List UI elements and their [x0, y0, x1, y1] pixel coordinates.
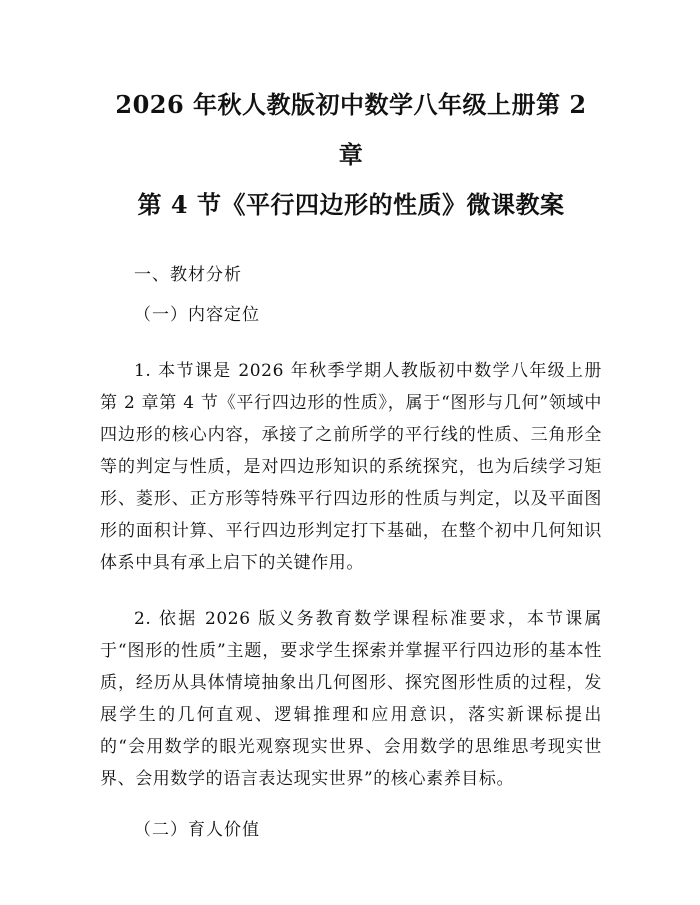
section-heading-teaching-material-analysis: 一、教材分析	[134, 265, 242, 285]
paragraph-content-positioning-1: 1. 本节课是 2026 年秋季学期人教版初中数学八年级上册第 2 章第 4 节《平行四边形的性质》，属于“图形与几何”领域中四边形的核心内容，承接了之前所学的平行线的性质、三角形全等的判定与性质，是对四边形知识的系统探究，也为后续学习矩形、菱形、正方形等特殊平行四边形的性质与判定，以及平面图形的面积计算、平行四边形判定打下基础，在整个初中几何知识体系中具有承上启下的关键作用。	[100, 361, 602, 573]
subsection-heading-educational-value: （二）育人价值	[134, 820, 260, 840]
document-title-line-1: 2026 年秋人教版初中数学八年级上册第 2 章	[115, 90, 587, 169]
subsection-heading-content-positioning: （一）内容定位	[134, 305, 260, 325]
paragraph-content-positioning-2: 2. 依据 2026 版义务教育数学课程标准要求，本节课属于“图形的性质”主题，要求学生探索并掌握平行四边形的基本性质，经历从具体情境抽象出几何图形、探究图形性质的过程，发展学生的几何直观、逻辑推理和应用意识，落实新课标提出的“会用数学的眼光观察现实世界、会用数学的思维思考现实世界、会用数学的语言表达现实世界”的核心素养目标。	[100, 609, 602, 789]
document-title-line-2: 第 4 节《平行四边形的性质》微课教案	[137, 190, 565, 219]
